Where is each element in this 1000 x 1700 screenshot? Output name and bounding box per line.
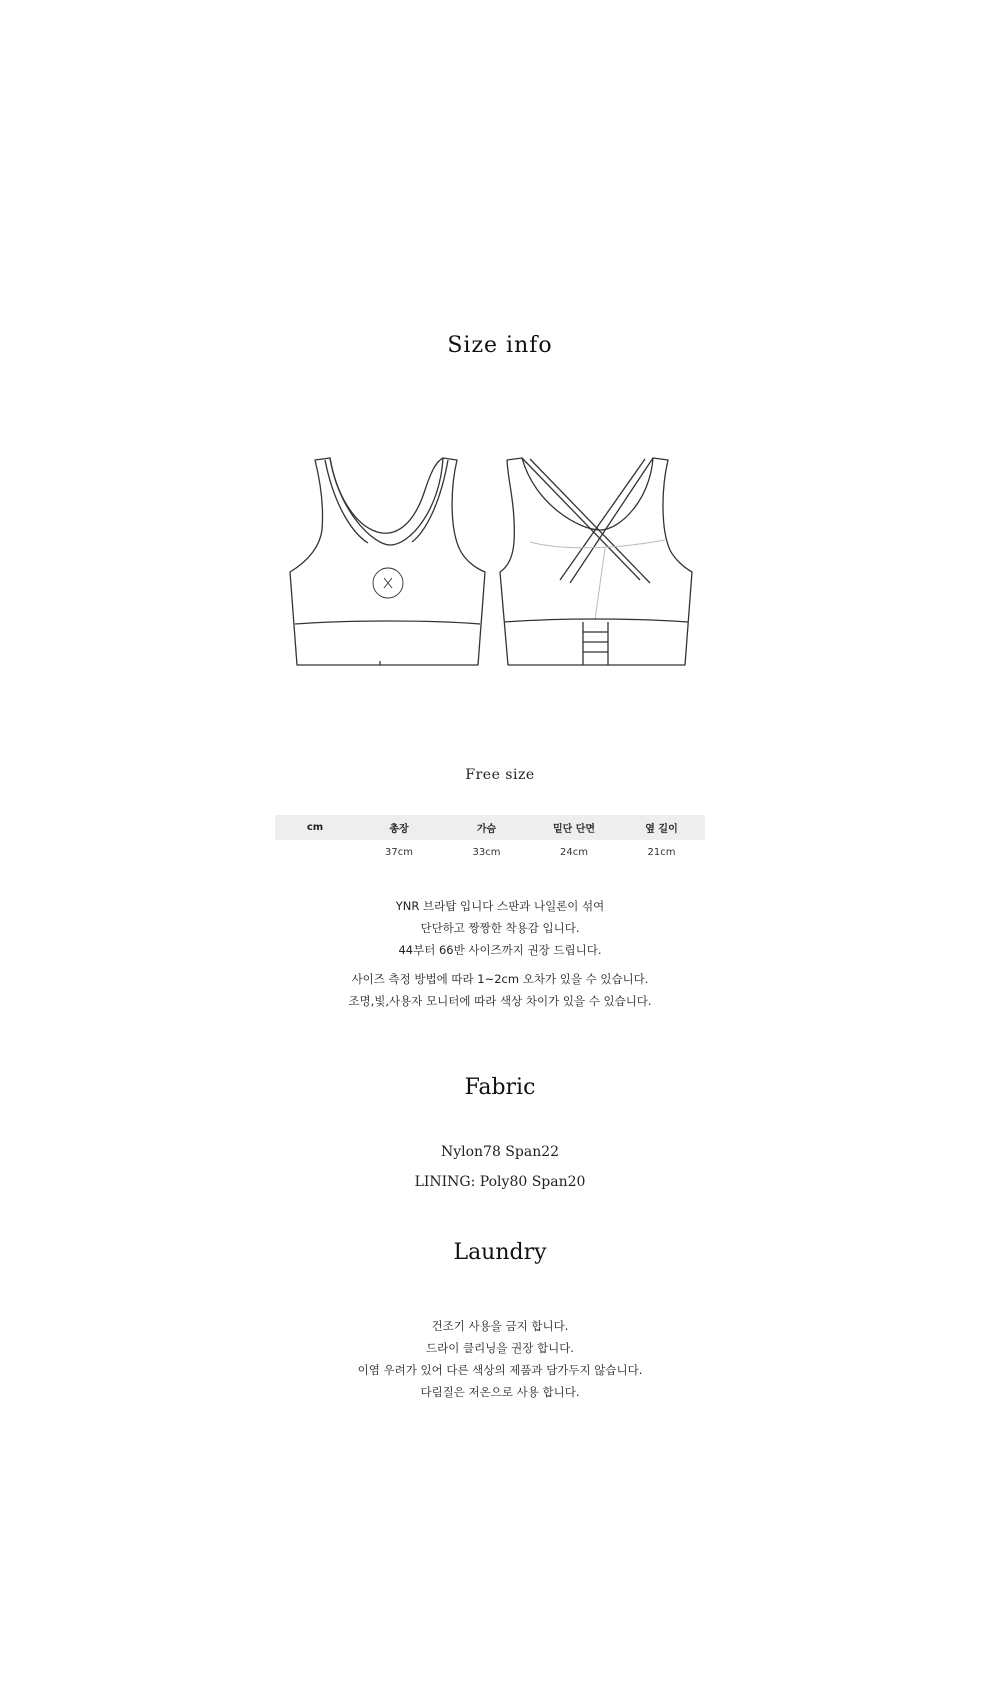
bra-back-drawing [500,458,692,665]
fabric-line: Nylon78 Span22 [440,1144,560,1160]
garment-illustrations [280,450,720,680]
laundry-line: 드라이 클리닝을 권장 합니다. [426,1341,574,1355]
size-table-header [275,815,705,840]
table-cell: 33cm [472,847,501,858]
header-cell: 옆 길이 [645,824,678,835]
laundry-title: Laundry [453,1240,547,1265]
description-line: 44부터 66반 사이즈까지 권장 드립니다. [398,943,602,957]
table-row [275,840,705,865]
size-info-title: Size info [447,333,553,358]
table-cell: 21cm [647,847,676,858]
table-cell: 24cm [560,847,588,858]
laundry-line: 건조기 사용을 금지 합니다. [431,1319,569,1333]
size-table [275,815,705,865]
free-size-label: Free size [465,767,535,783]
description-line: YNR 브라탑 입니다 스판과 나일론이 섞여 [395,899,605,913]
header-cell: 밑단 단면 [552,824,596,835]
header-cell: 가슴 [476,824,497,835]
header-cell: cm [306,822,324,833]
laundry-instructions [0,1315,1000,1403]
laundry-line: 이염 우려가 있어 다른 색상의 제품과 담가두지 않습니다. [357,1363,643,1377]
laundry-line: 다림질은 저온으로 사용 합니다. [420,1385,580,1399]
note-line: 조명,빛,사용자 모니터에 따라 색상 차이가 있을 수 있습니다. [348,994,652,1008]
table-cell: 37cm [385,847,413,858]
bra-front-drawing [290,458,485,665]
measurement-notes [0,968,1000,1012]
product-description [0,895,1000,961]
fabric-title: Fabric [464,1075,536,1100]
fabric-line: LINING: Poly80 Span20 [414,1174,586,1190]
note-line: 사이즈 측정 방법에 따라 1~2cm 오차가 있을 수 있습니다. [351,972,649,986]
description-line: 단단하고 짱짱한 착용감 입니다. [420,921,580,935]
header-cell: 총장 [389,824,409,835]
fabric-composition [0,1137,1000,1197]
